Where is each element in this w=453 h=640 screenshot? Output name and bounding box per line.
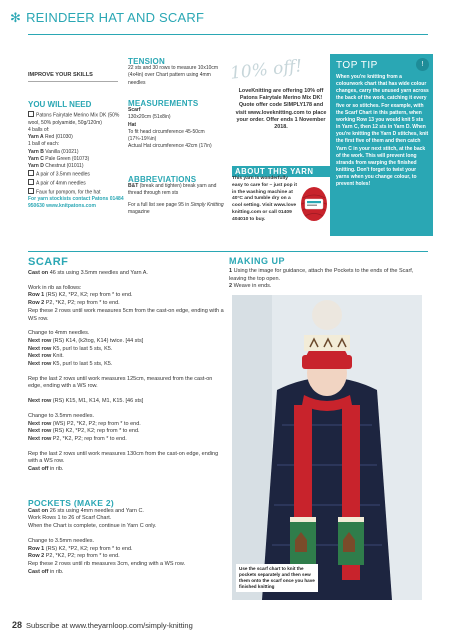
making-up-steps <box>229 268 429 291</box>
model-photo <box>232 295 422 600</box>
list-item: Yarn A Red (01030) <box>28 134 73 141</box>
about-yarn-heading: ABOUT THIS YARN <box>232 166 334 177</box>
exclamation-icon: ! <box>416 58 429 71</box>
page-number: 28 <box>12 620 23 630</box>
list-item: Yarn D Chestnut (01011) <box>28 162 84 169</box>
section-divider <box>28 251 428 252</box>
abbreviations-section: ABBREVIATIONS B&T (break and tighten) break yarn and thread through rem sts For a full list see page 95 in Simply Knitting magazine <box>128 175 224 215</box>
making-up-heading: MAKING UP <box>229 256 285 266</box>
abbreviations-heading: ABBREVIATIONS <box>128 175 197 184</box>
improve-skills-label: IMPROVE YOUR SKILLS <box>28 72 118 82</box>
you-will-need-list <box>28 111 124 211</box>
child-in-hat-and-scarf-illustration <box>232 295 422 600</box>
checkbox-icon <box>28 179 34 185</box>
list-item: A pair of 3.5mm needles <box>28 170 124 179</box>
you-will-need-heading: YOU WILL NEED <box>28 100 92 109</box>
stockists-info: For yarn stockists contact Patons 01484 950630 www.knitpatons.com <box>28 196 124 210</box>
top-tip-box <box>330 54 433 236</box>
checkbox-icon <box>28 111 34 117</box>
page-title: ✻ REINDEER HAT AND SCARF <box>10 10 205 25</box>
pockets-instructions: POCKETS (MAKE 2) Cast on 26 sts using 4mm needles and Yarn C. Work Rows 1 to 26 of Scarf Chart. When the Chart is complete, continue in Yarn C only. Change to 3.5mm needles. Row 1 (RS) K2, *P2, K2; rep from * to end. Row 2 P2, *K2, P2; rep from * to end. Rep these 2 rows until rib measures 3cm, ending with a WS row. Cast off in rib. <box>28 500 224 576</box>
footer <box>12 620 193 630</box>
photo-caption: Use the scarf chart to knit the pockets separately and then sew them onto the scarf once you have finished knitting <box>236 564 318 592</box>
snowflake-icon: ✻ <box>10 10 22 25</box>
list-item: 1 Using the image for guidance, attach the Pockets to the ends of the Scarf, leaving the top open. <box>229 268 414 282</box>
discount-stamp: 10% off! <box>229 56 304 84</box>
yarn-skein-image <box>298 180 330 224</box>
list-item: Yarn C Pale Green (01073) <box>28 155 90 162</box>
measurements-heading: MEASUREMENTS <box>128 99 199 108</box>
list-item: 4 balls of: <box>28 126 50 133</box>
list-item: Patons Fairytale Merino Mix DK (50% wool, 50% polyamide, 50g/120m) <box>28 112 120 126</box>
tension-heading: TENSION <box>128 57 165 66</box>
top-tip-text: When you're knitting from a colourwork chart that has wide colour changes, carry the unused yarn across the back of the work, catching it every five or so stitches. For example, with the Scarf Chart in this pattern, when working Row 13 you would knit 5 sts in Yarn C, then 12 sts in Yarn D. When you're knitting the Yarn D stitches, knit the first five of them and then catch Yarn C in your next stitch, at the back of the work. This will prevent long strands from warping the finished knitting. Don't forget to twist your yarns when you change colour, to prevent holes! <box>336 74 429 188</box>
header-divider <box>28 34 428 35</box>
checkbox-icon <box>28 170 34 176</box>
top-tip-heading: TOP TIP <box>336 60 378 71</box>
about-yarn-text: This yarn is wonderfully easy to care for – just pop it in the washing machine at 40°C and tumble dry on a cool setting. Visit www.love knitting.com or call 01409 404010 to buy. <box>232 176 297 222</box>
list-item: Yarn B Vanilla (01021) <box>28 148 79 155</box>
list-item: Faux fur pompom, for the hat <box>28 188 124 197</box>
scarf-instructions: Cast on 46 sts using 3.5mm needles and Yarn A. Work in rib as follows: Row 1 (RS) K2, *P2, K2; rep from * to end. Row 2 P2, *K2, P2; rep from * to end. Rep these 2 rows until work measures 5cm from the cast-on edge, ending with a WS row. Change to 4mm needles. Next row (RS) K14, (k2tog, K14) twice. [44 sts] Next row K5, purl to last 5 sts, K5. Next row Knit. Next row K5, purl to last 5 sts, K5. Rep the last 2 rows until work measures 125cm, measured from the cast-on edge, ending with a WS row. Next row (RS) K15, M1, K14, M1, K15. [46 sts] Change to 3.5mm needles. Next row (WS) P2, *K2, P2; rep from * to end. Next row (RS) K2, *P2, K2; rep from * to end. Next row P2, *K2, P2; rep from * to end. Rep the last 2 rows until work measures 130cm from the cast-on edge, ending with a WS row. Cast off in rib. <box>28 270 224 473</box>
scarf-heading: SCARF <box>28 256 69 268</box>
measurements-section: MEASUREMENTS Scarf 130x20cm (51x8in) Hat To fit head circumference 45-50cm (17¾-19¾in) Actual Hat circumference 42cm (17in) <box>128 100 224 150</box>
list-item: 1 ball of each: <box>28 141 60 148</box>
list-item: 2 Weave in ends. <box>229 283 272 290</box>
pockets-heading: POCKETS (MAKE 2) <box>28 498 115 508</box>
promo-text: LoveKnitting are offering 10% off Patons Fairytale Merino Mix DK! Quote offer code SIMPLY178 and visit www.loveknitting.com to place your order. Offer ends 1 November 2018. <box>235 88 327 131</box>
checkbox-icon <box>28 188 34 194</box>
tension-section <box>128 58 224 87</box>
tension-text: 22 sts and 30 rows to measure 10x10cm (4x4in) over Chart pattern using 4mm needles <box>128 65 219 86</box>
subscribe-link[interactable]: Subscribe at www.theyarnloop.com/simply-knitting <box>26 621 193 630</box>
list-item: A pair of 4mm needles <box>28 179 124 188</box>
